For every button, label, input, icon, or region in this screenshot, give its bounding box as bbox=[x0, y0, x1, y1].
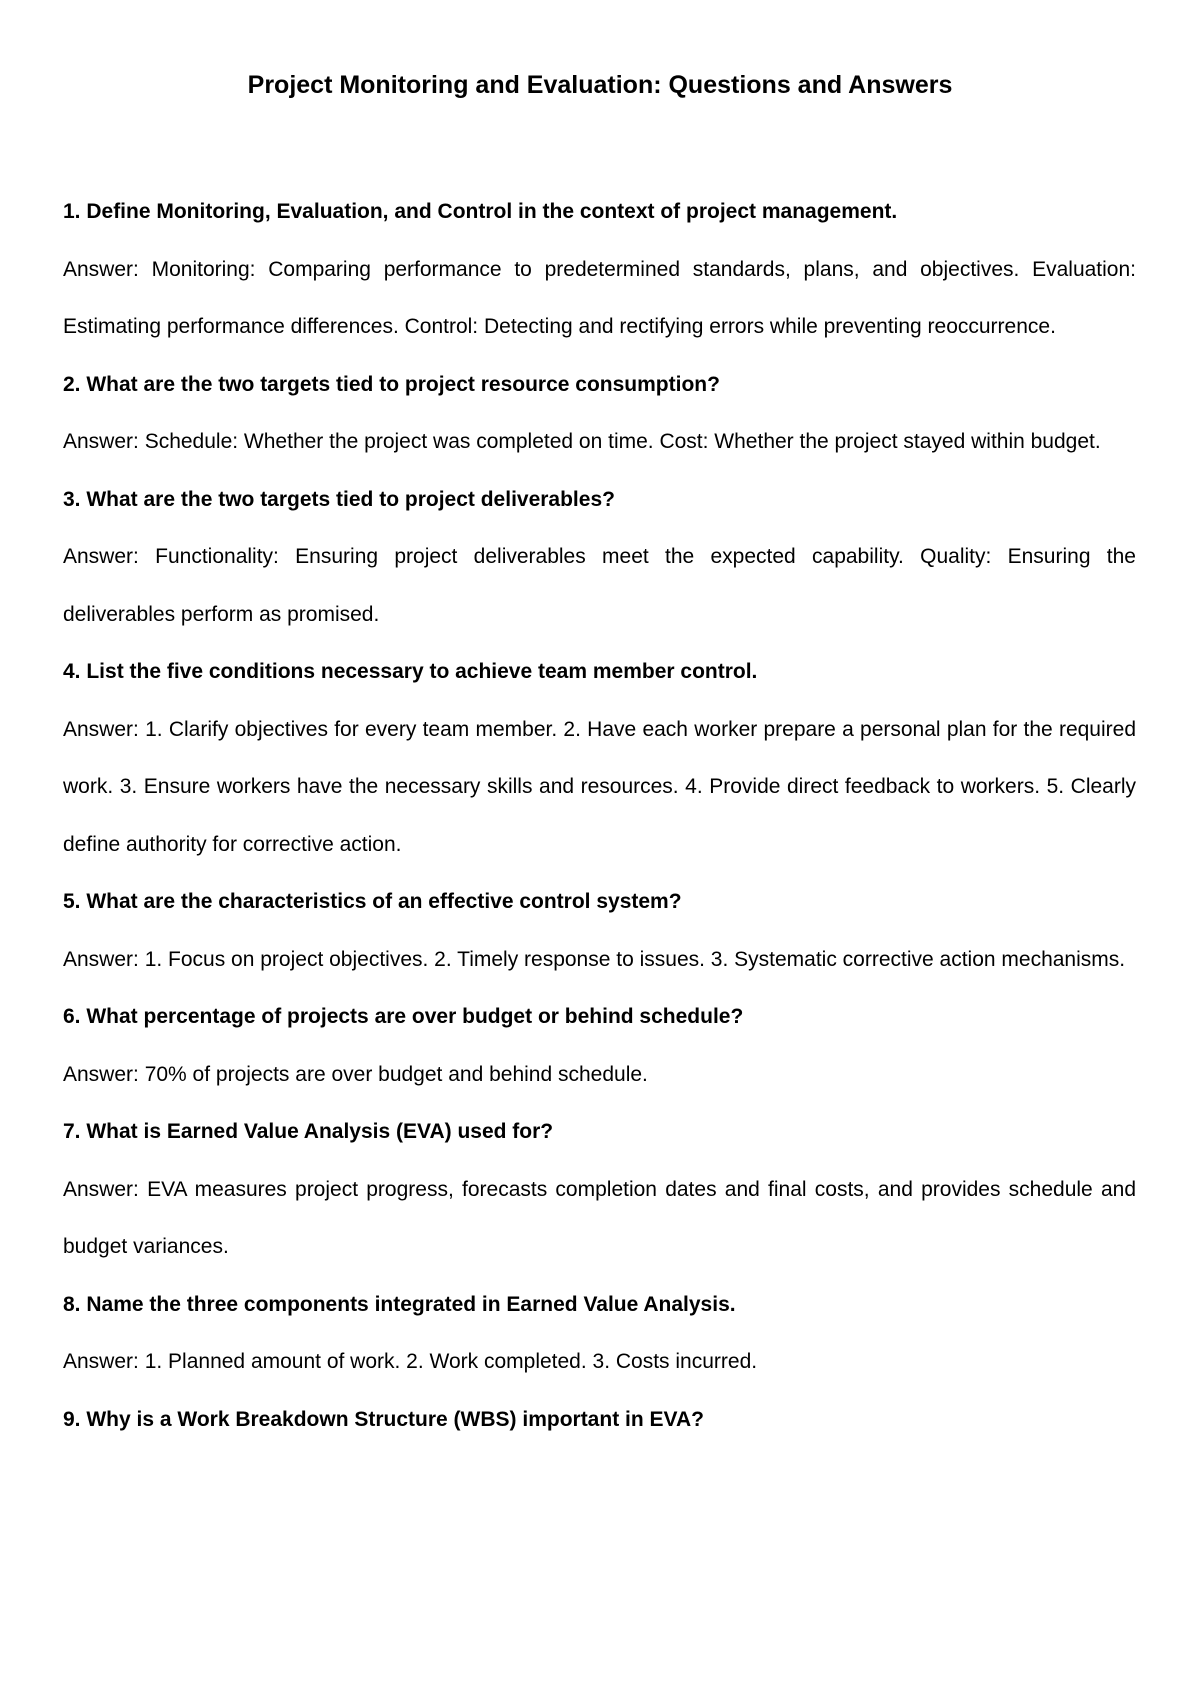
answer-7: Answer: EVA measures project progress, forecasts completion dates and final costs, and provides schedule and budget variances. bbox=[63, 1177, 1136, 1258]
answer-8: Answer: 1. Planned amount of work. 2. Work completed. 3. Costs incurred. bbox=[63, 1350, 758, 1373]
answer-6: Answer: 70% of projects are over budget and behind schedule. bbox=[63, 1062, 648, 1086]
document-title: Project Monitoring and Evaluation: Questions and Answers bbox=[247, 71, 953, 99]
answer-1: Answer: Monitoring: Comparing performance to predetermined standards, plans, and objectives. Evaluation: Estimating performance differences. Control: Detecting and rectifying errors while preventing reoccurrence. bbox=[63, 257, 1136, 338]
qa-item bbox=[63, 183, 1136, 356]
question-5: 5. What are the characteristics of an effective control system? bbox=[63, 890, 682, 913]
qa-item bbox=[63, 1103, 1136, 1276]
question-2: 2. What are the two targets tied to project resource consumption? bbox=[63, 372, 720, 396]
question-8: 8. Name the three components integrated in Earned Value Analysis. bbox=[63, 1292, 736, 1316]
question-1: 1. Define Monitoring, Evaluation, and Control in the context of project management. bbox=[63, 200, 898, 223]
qa-item bbox=[63, 988, 1136, 1103]
qa-item bbox=[63, 1276, 1136, 1391]
question-6: 6. What percentage of projects are over budget or behind schedule? bbox=[63, 1005, 744, 1028]
question-7: 7. What is Earned Value Analysis (EVA) used for? bbox=[63, 1120, 554, 1143]
answer-4: Answer: 1. Clarify objectives for every team member. 2. Have each worker prepare a personal plan for the required work. 3. Ensure workers have the necessary skills and resources. 4. Provide direct feedback to workers. 5. Clearly define authority for corrective action. bbox=[63, 717, 1136, 856]
qa-item bbox=[63, 873, 1136, 988]
question-9: 9. Why is a Work Breakdown Structure (WBS) important in EVA? bbox=[63, 1407, 704, 1431]
answer-2: Answer: Schedule: Whether the project was completed on time. Cost: Whether the project stayed within budget. bbox=[63, 430, 1101, 453]
qa-item bbox=[63, 356, 1136, 471]
qa-item bbox=[63, 471, 1136, 644]
qa-list bbox=[63, 183, 1136, 1448]
answer-5: Answer: 1. Focus on project objectives. 2. Timely response to issues. 3. Systematic corrective action mechanisms. bbox=[63, 947, 1126, 971]
answer-3: Answer: Functionality: Ensuring project deliverables meet the expected capability. Quality: Ensuring the deliverables perform as promised. bbox=[63, 545, 1136, 626]
qa-item bbox=[63, 1391, 1136, 1449]
question-3: 3. What are the two targets tied to project deliverables? bbox=[63, 487, 615, 511]
question-4: 4. List the five conditions necessary to achieve team member control. bbox=[63, 660, 758, 683]
qa-item bbox=[63, 643, 1136, 873]
